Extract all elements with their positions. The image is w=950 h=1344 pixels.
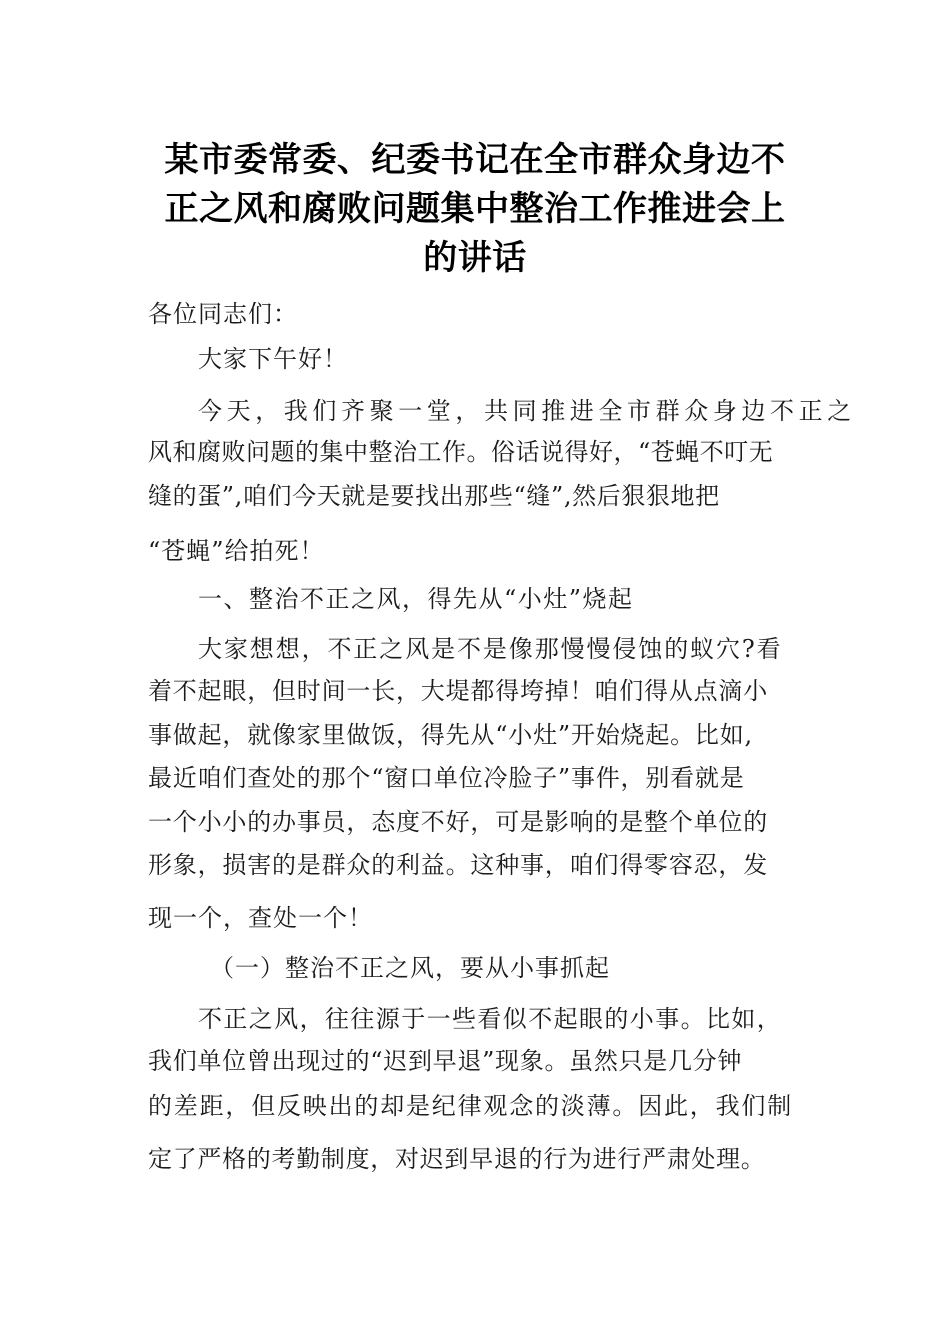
intro-line: 今天，我们齐聚一堂，共同推进全市群众身边不正之: [198, 397, 856, 425]
greeting: 大家下午好！: [198, 345, 348, 373]
title-line: 某市委常委、纪委书记在全市群众身边不: [164, 140, 786, 180]
document-title: [120, 136, 830, 283]
section-line: 大家想想，不正之风是不是像那慢慢侵蚀的蚁穴?看: [198, 635, 783, 663]
section-line: 形象，损害的是群众的利益。这种事，咱们得零容忍，发: [148, 851, 768, 879]
section-line: 着不起眼，但时间一长，大堤都得垮掉！咱们得从点滴小: [148, 677, 768, 705]
intro-line: “苍蝇”给拍死！: [148, 537, 325, 565]
salutation: 各位同志们：: [148, 300, 298, 328]
section-heading: 一、整治不正之风，得先从“小灶”烧起: [198, 585, 634, 613]
section-line: 最近咱们查处的那个“窗口单位冷脸子”事件，别看就是: [148, 764, 745, 792]
subsection-line: 我们单位曾出现过的“迟到早退”现象。虽然只是几分钟: [148, 1047, 743, 1075]
title-line: 正之风和腐败问题集中整治工作推进会上: [164, 189, 786, 229]
intro-line: 风和腐败问题的集中整治工作。俗话说得好，“苍蝇不叮无: [148, 438, 774, 466]
section-line: 现一个，查处一个！: [148, 904, 373, 932]
subsection-line: 的差距，但反映出的却是纪律观念的淡薄。因此，我们制: [148, 1092, 793, 1120]
subsection-heading: （一）整治不正之风，要从小事抓起: [210, 954, 610, 982]
section-line: 一个小小的办事员，态度不好，可是影响的是整个单位的: [148, 808, 768, 836]
title-line: 的讲话: [423, 238, 527, 278]
intro-line: 缝的蛋”,咱们今天就是要找出那些“缝”,然后狠狠地把: [148, 482, 720, 510]
subsection-line: 定了严格的考勤制度，对迟到早退的行为进行严肃处理。: [148, 1145, 766, 1173]
section-line: 事做起，就像家里做饭，得先从“小灶”开始烧起。比如,: [148, 721, 753, 749]
subsection-line: 不正之风，往往源于一些看似不起眼的小事。比如，: [198, 1005, 783, 1033]
